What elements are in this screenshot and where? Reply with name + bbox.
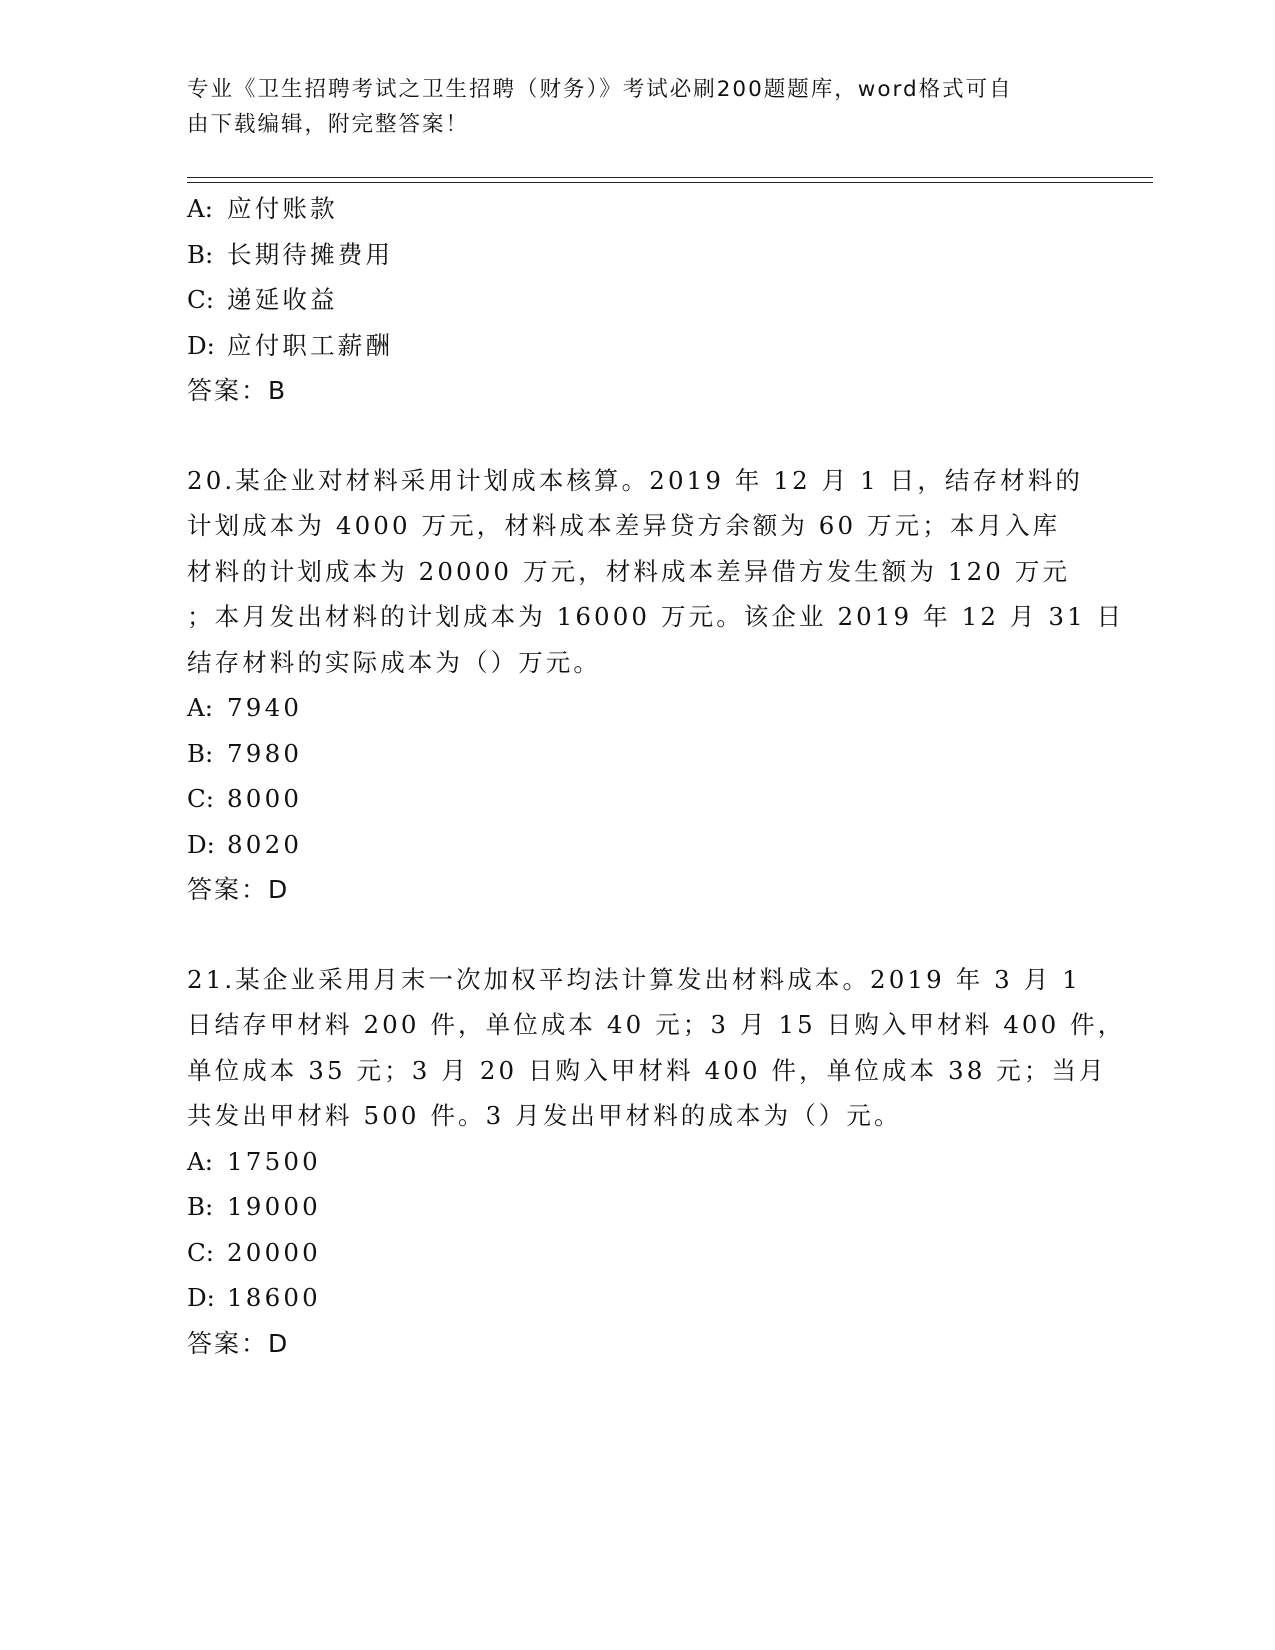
option-text: 20000 [227,1237,321,1267]
answer-line: 答案：B [187,376,288,405]
header-line-2: 由下载编辑，附完整答案！ [187,112,470,137]
answer-line: 答案：D [187,875,290,904]
option-letter: D: [187,1283,215,1312]
question-line: 日结存甲材料 200 件，单位成本 40 元；3 月 15 日购入甲材料 400 件， [187,1010,1126,1039]
option-letter: B: [187,239,214,269]
option-text: 长期待摊费用 [227,239,394,269]
option-letter: C: [187,784,215,813]
question-line: 材料的计划成本为 20000 万元，材料成本差异借方发生额为 120 万元 [187,556,1071,586]
question-list [187,186,1126,1366]
option-b [187,731,1087,777]
question-line: 单位成本 35 元；3 月 20 日购入甲材料 400 件，单位成本 38 元；当月 [187,1055,1107,1085]
question-19 [187,186,1087,414]
answer-line: 答案：D [187,1328,290,1358]
option-letter: A: [187,1146,213,1176]
option-d [187,1275,1087,1321]
question-text [187,957,1126,1139]
option-letter: B: [187,1192,214,1221]
option-text: 应付职工薪酬 [227,330,394,360]
option-d [187,323,1087,369]
option-b [187,232,1087,278]
option-letter: D: [187,829,215,859]
option-text: 17500 [227,1146,321,1176]
option-text: 19000 [227,1192,321,1221]
header-line-1: 专业《卫生招聘考试之卫生招聘（财务）》考试必刷200题题库，word格式可自 [187,77,1013,102]
question-21 [187,957,1126,1367]
option-text: 7940 [227,693,303,722]
option-text: 7980 [227,738,303,768]
header-divider-bottom [187,182,1153,183]
option-letter: A: [187,194,213,223]
question-line: 计划成本为 4000 万元，材料成本差异贷方余额为 60 万元；本月入库 [187,511,1061,540]
option-letter: D: [187,330,215,360]
option-letter: A: [187,693,213,722]
option-c [187,1230,1087,1276]
option-a [187,186,1087,232]
document-header [187,72,1067,142]
option-c [187,776,1087,822]
question-line: 结存材料的实际成本为（）万元。 [187,647,601,677]
option-a [187,1139,1087,1185]
option-letter: C: [187,285,215,314]
option-text: 18600 [227,1283,321,1312]
question-text [187,458,1125,686]
option-text: 递延收益 [227,285,338,314]
question-20 [187,458,1125,913]
option-a [187,685,1087,731]
option-d [187,822,1087,868]
question-line: 共发出甲材料 500 件。3 月发出甲材料的成本为（）元。 [187,1101,902,1130]
option-text: 应付账款 [227,194,338,223]
option-letter: C: [187,1237,215,1267]
question-line: ；本月发出材料的计划成本为 16000 万元。该企业 2019 年 12 月 31 日 [187,602,1125,631]
header-divider-top [187,177,1153,178]
spacer [187,913,1087,957]
option-c [187,277,1087,323]
option-text: 8020 [227,829,303,859]
question-line: 20.某企业对材料采用计划成本核算。2019 年 12 月 1 日，结存材料的 [187,465,1083,495]
option-b [187,1184,1087,1230]
option-text: 8000 [227,784,303,813]
question-line: 21.某企业采用月末一次加权平均法计算发出材料成本。2019 年 3 月 1 [187,964,1081,994]
option-letter: B: [187,738,214,768]
spacer [187,414,1087,458]
